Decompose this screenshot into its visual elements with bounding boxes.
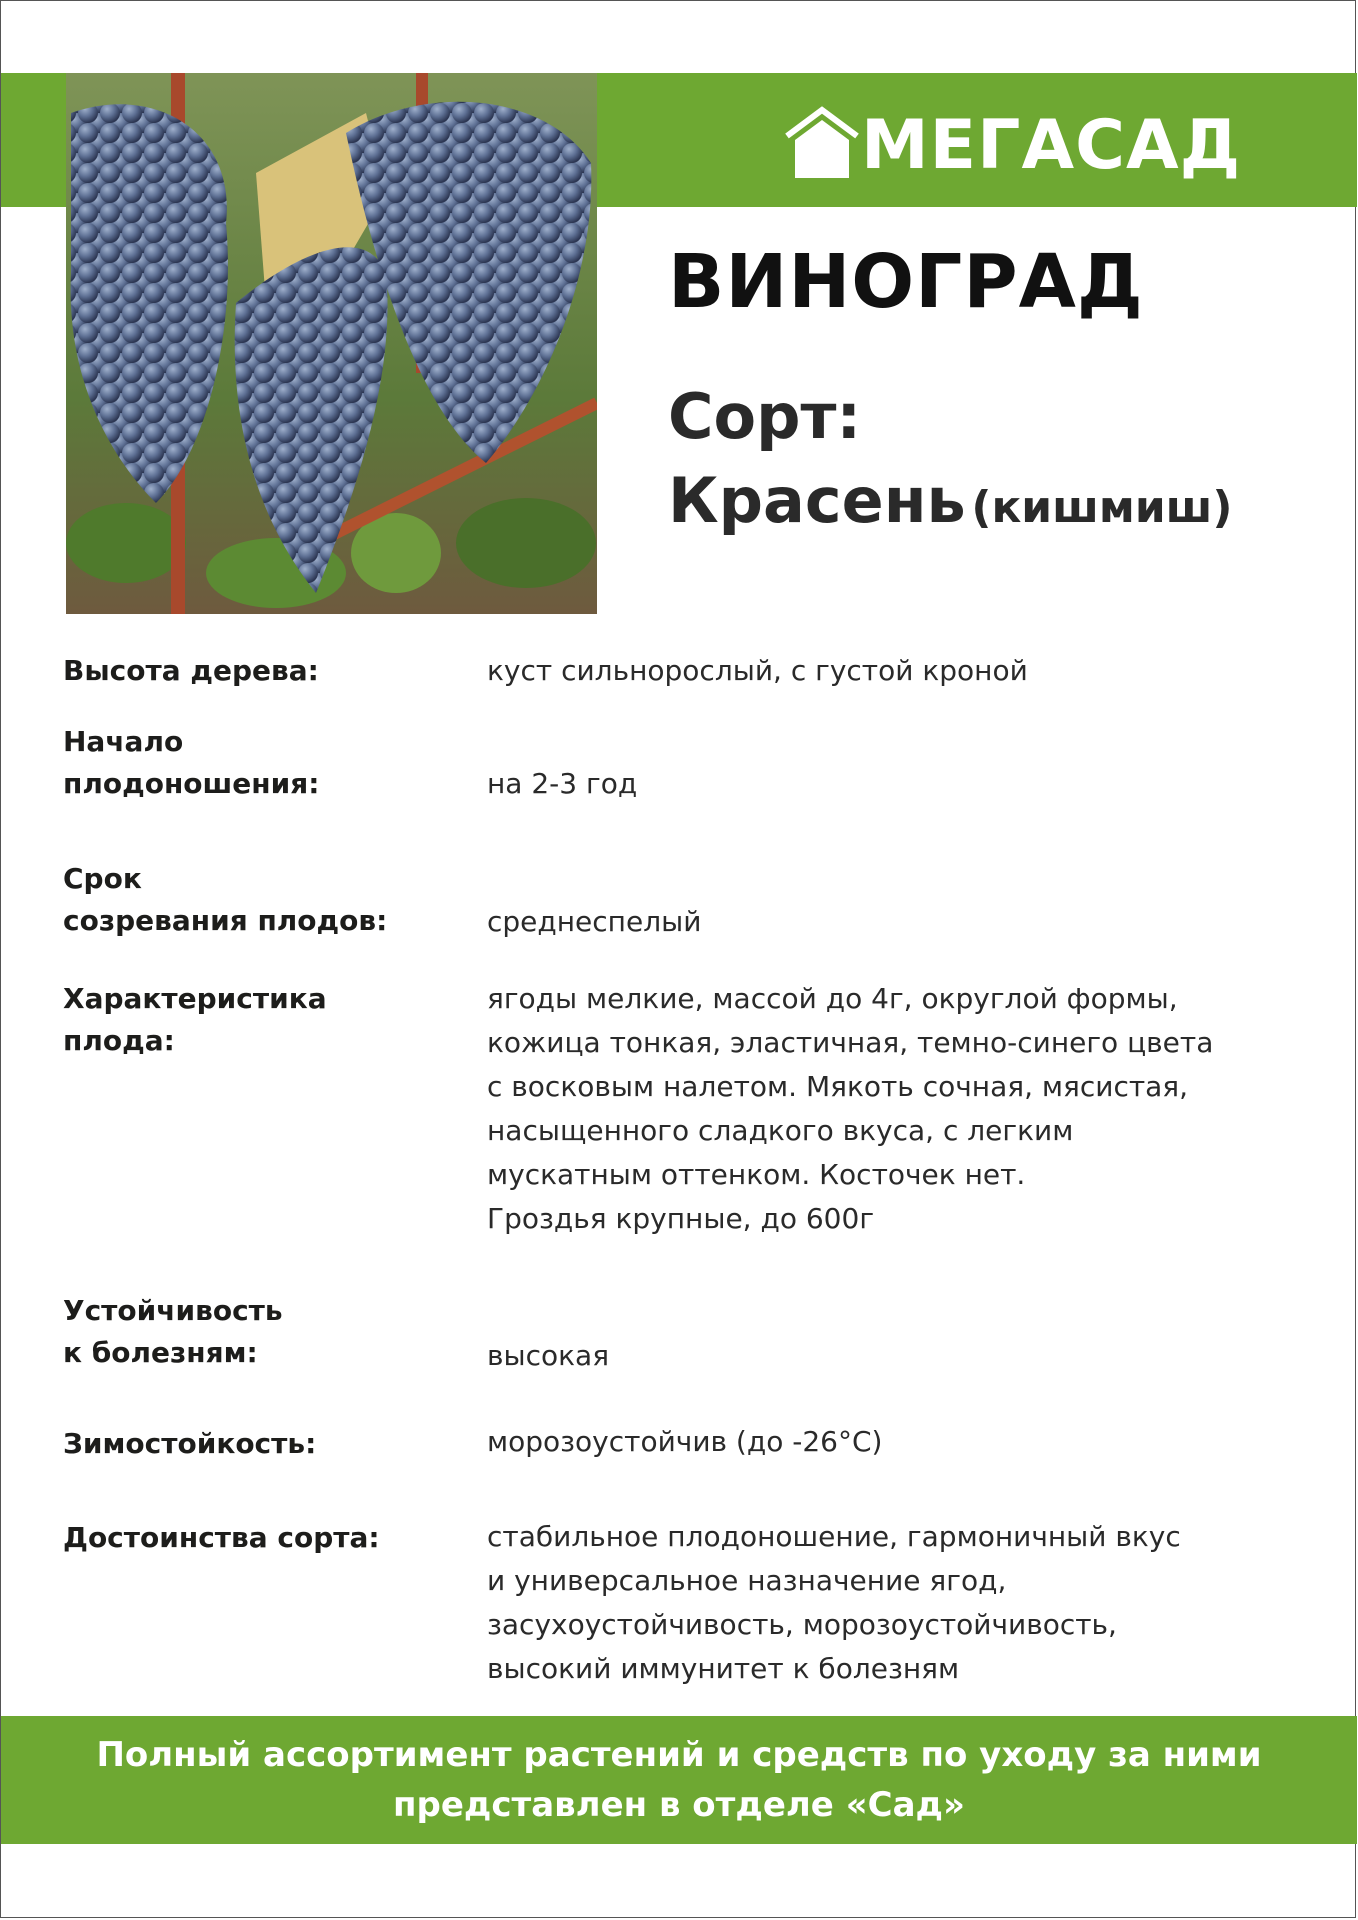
page-title: ВИНОГРАД	[668, 239, 1144, 325]
footer-text: Полный ассортимент растений и средств по уходу за ними представлен в отделе «Сад»	[96, 1735, 1262, 1825]
spec-value-winter-hardiness: морозоустойчив (до -26°С)	[487, 1425, 883, 1458]
spec-label-disease-resistance: Устойчивость к болезням:	[63, 1294, 283, 1369]
spec-value-ripening: среднеспелый	[487, 905, 702, 938]
spec-label-fruiting-start: Начало плодоношения:	[63, 725, 320, 800]
spec-label-height: Высота дерева:	[63, 654, 319, 687]
house-logo-icon	[785, 106, 859, 182]
brand-logo[interactable]	[785, 98, 1242, 185]
spec-value-height: куст сильнорослый, с густой кроной	[487, 654, 1028, 687]
spec-label-winter-hardiness: Зимостойкость:	[63, 1427, 317, 1460]
variety-type: (кишмиш)	[971, 482, 1233, 533]
variety-name-line	[668, 459, 1233, 559]
spec-value-advantages: стабильное плодоношение, гармоничный вкус и универсальное назначение ягод, засухоустойчивость, морозоустойчивость, высокий иммунитет к болезням	[487, 1520, 1181, 1685]
spec-value-disease-resistance: высокая	[487, 1339, 610, 1372]
brand-name: МЕГАСАД	[861, 106, 1242, 185]
spec-label-advantages: Достоинства сорта:	[63, 1521, 380, 1554]
spec-label-fruit: Характеристика плода:	[63, 982, 327, 1057]
spec-label-ripening: Срок созревания плодов:	[63, 862, 388, 937]
spec-value-fruiting-start: на 2-3 год	[487, 767, 638, 800]
variety-block	[668, 375, 1233, 559]
grape-photo	[66, 73, 597, 614]
footer-band	[1, 1716, 1357, 1844]
variety-label: Сорт:	[668, 380, 862, 453]
variety-name: Красень	[668, 464, 966, 537]
spec-value-fruit: ягоды мелкие, массой до 4г, округлой формы, кожица тонкая, эластичная, темно-синего цвета с восковым налетом. Мякоть сочная, мясистая, насыщенного сладкого вкуса, с легким мускатным оттенком. Косточек нет. Гроздья крупные, до 600г	[487, 982, 1214, 1235]
